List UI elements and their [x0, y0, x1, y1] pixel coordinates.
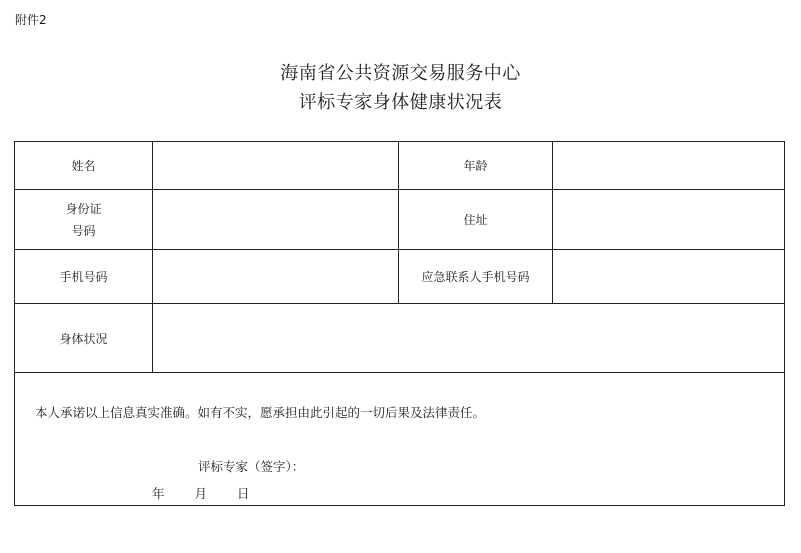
health-form-table: [14, 141, 785, 506]
pledge-text: 本人承诺以上信息真实准确。如有不实，愿承担由此引起的一切后果及法律责任。: [35, 405, 486, 420]
address-field[interactable]: [553, 190, 785, 250]
id-number-label-line2: 号码: [71, 223, 96, 238]
id-number-field[interactable]: [153, 190, 399, 250]
form-row-pledge: [15, 373, 785, 506]
form-row-id: [15, 190, 785, 250]
name-label: 姓名: [15, 142, 153, 190]
address-label: 住址: [399, 190, 553, 250]
phone-field[interactable]: [153, 250, 399, 304]
document-subtitle: 评标专家身体健康状况表: [298, 92, 503, 113]
attachment-label: 附件2: [15, 13, 47, 27]
age-label: 年龄: [399, 142, 553, 190]
date-line: [152, 484, 249, 502]
phone-label: 手机号码: [15, 250, 153, 304]
date-month-label: 月: [194, 486, 207, 501]
emergency-phone-field[interactable]: [553, 250, 785, 304]
id-number-label: [15, 190, 153, 250]
date-day-label: 日: [236, 486, 250, 501]
emergency-phone-label: 应急联系人手机号码: [399, 250, 553, 304]
date-year-label: 年: [152, 486, 165, 501]
age-field[interactable]: [553, 142, 785, 190]
document-title: 海南省公共资源交易服务中心: [280, 63, 521, 84]
health-label: 身体状况: [15, 304, 153, 373]
signature-label: 评标专家（签字）：: [198, 459, 305, 474]
name-field[interactable]: [153, 142, 399, 190]
form-row-phone: [15, 250, 785, 304]
form-row-name: [15, 142, 785, 190]
id-number-label-line1: 身份证: [65, 201, 102, 216]
health-field[interactable]: [153, 304, 785, 373]
pledge-section: [15, 373, 785, 506]
form-row-health: [15, 304, 785, 373]
